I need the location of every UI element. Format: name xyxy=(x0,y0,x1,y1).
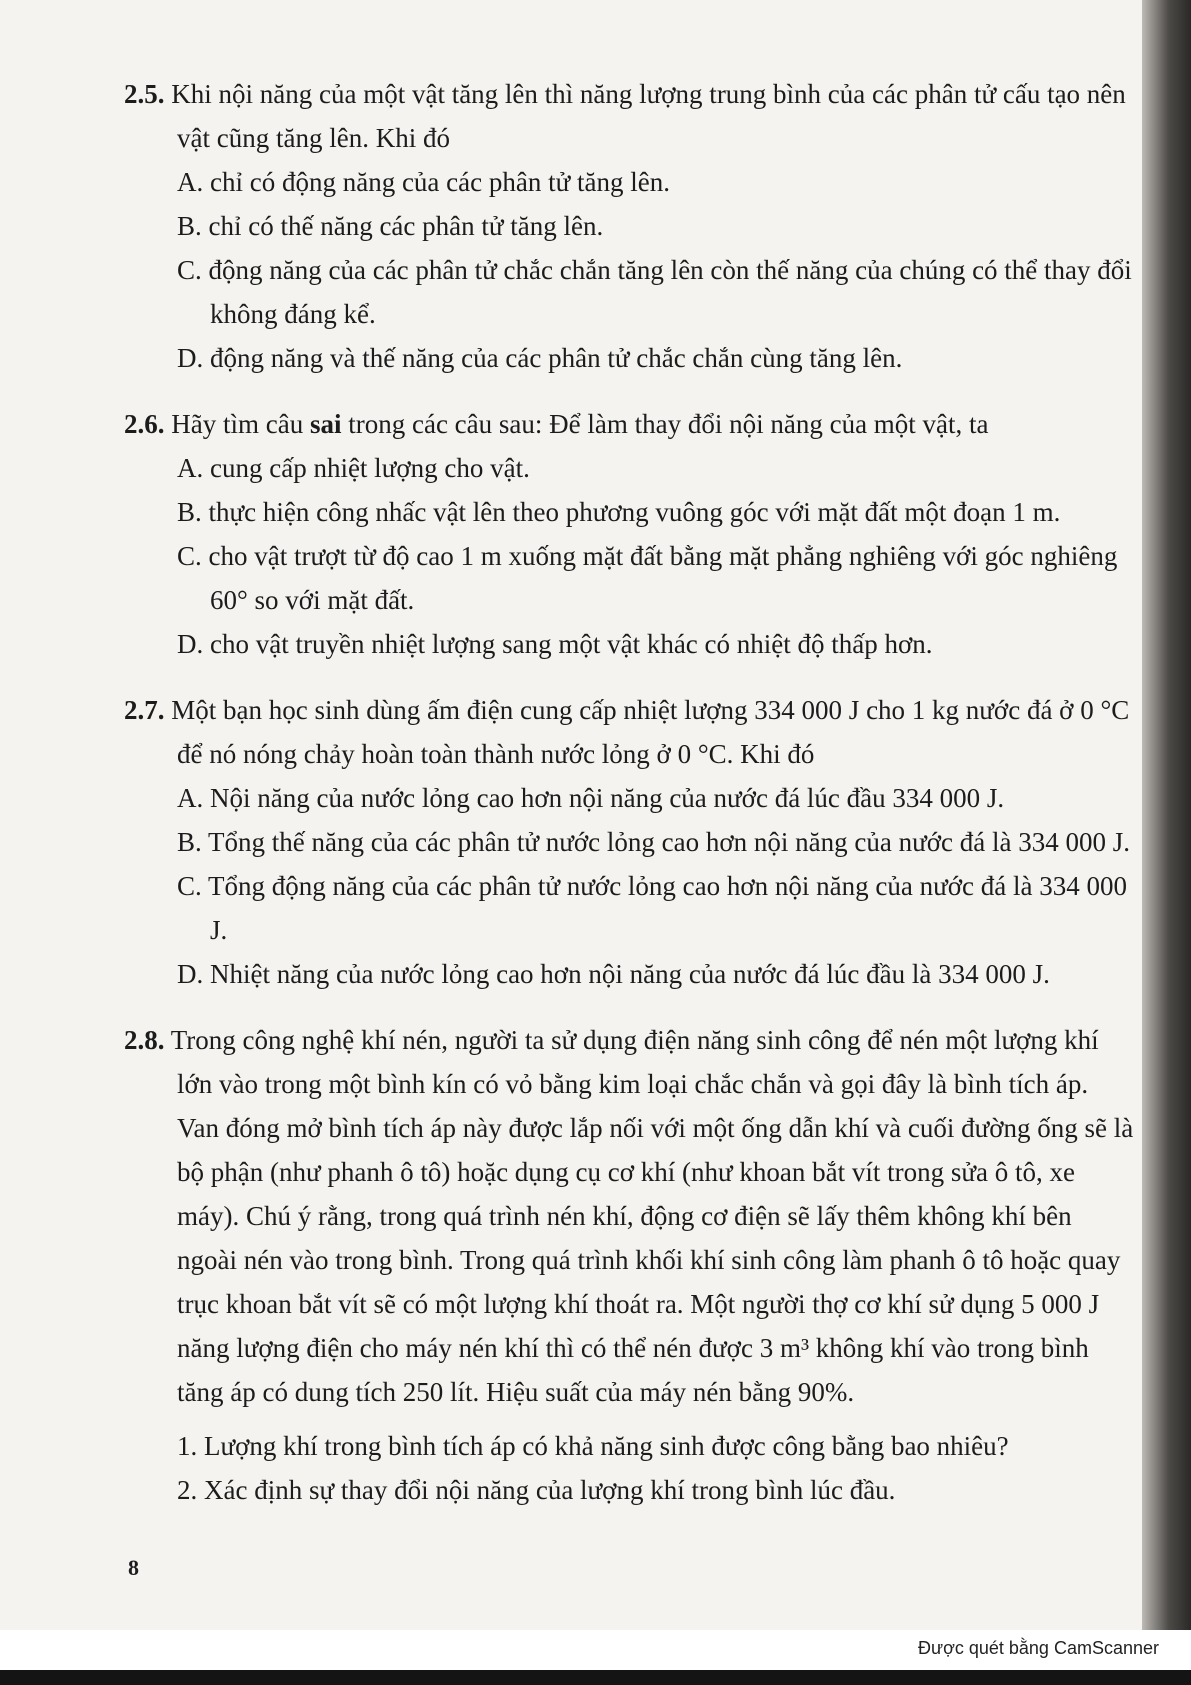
options-list xyxy=(124,446,1136,666)
option-c: C. Tổng động năng của các phân tử nước lỏng cao hơn nội năng của nước đá là 334 000 J. xyxy=(177,871,1127,945)
options-list xyxy=(124,776,1136,996)
question-stem xyxy=(124,402,1136,446)
question-number: 2.5. xyxy=(124,79,165,109)
bottom-edge xyxy=(0,1670,1191,1685)
question-stem xyxy=(124,72,1136,160)
subquestions-list xyxy=(124,1424,1136,1512)
option-b: B. thực hiện công nhấc vật lên theo phương vuông góc với mặt đất một đoạn 1 m. xyxy=(177,497,1061,527)
question-2-6 xyxy=(124,402,1136,666)
option-b: B. chỉ có thế năng các phân tử tăng lên. xyxy=(177,211,604,241)
option-d: D. Nhiệt năng của nước lỏng cao hơn nội năng của nước đá lúc đầu là 334 000 J. xyxy=(177,959,1050,989)
question-2-7 xyxy=(124,688,1136,996)
question-number: 2.8. xyxy=(124,1025,165,1055)
question-text: Trong công nghệ khí nén, người ta sử dụng điện năng sinh công để nén một lượng khí lớn vào trong một bình kín có vỏ bằng kim loại chắc chắn và gọi đây là bình tích áp. Van đóng mở bình tích áp này được lắp nối với một ống dẫn khí và cuối đường ống sẽ là bộ phận (như phanh ô tô) hoặc dụng cụ cơ khí (như khoan bắt vít trong sửa ô tô, xe máy). Chú ý rằng, trong quá trình nén khí, động cơ điện sẽ lấy thêm không khí bên ngoài nén vào trong bình. Trong quá trình khối khí sinh công làm phanh ô tô hoặc quay trục khoan bắt vít sẽ có một lượng khí thoát ra. Một người thợ cơ khí sử dụng 5 000 J năng lượng điện cho máy nén khí thì có thể nén được 3 m³ không khí vào trong bình tăng áp có dung tích 250 lít. Hiệu suất của máy nén bằng 90%. xyxy=(170,1025,1134,1407)
option-c: C. cho vật trượt từ độ cao 1 m xuống mặt đất bằng mặt phẳng nghiêng với góc nghiêng 60° so với mặt đất. xyxy=(177,541,1118,615)
page-content xyxy=(124,72,1136,1534)
question-number: 2.7. xyxy=(124,695,165,725)
question-2-5 xyxy=(124,72,1136,380)
option-d: D. động năng và thế năng của các phân tử chắc chắn cùng tăng lên. xyxy=(177,343,903,373)
option-d: D. cho vật truyền nhiệt lượng sang một vật khác có nhiệt độ thấp hơn. xyxy=(177,629,933,659)
question-text-before: Hãy tìm câu xyxy=(171,409,304,439)
option-a: A. chỉ có động năng của các phân tử tăng lên. xyxy=(177,167,670,197)
question-text-bold: sai xyxy=(309,409,342,439)
question-text-after: trong các câu sau: Để làm thay đổi nội năng của một vật, ta xyxy=(348,409,989,439)
question-stem xyxy=(124,688,1136,776)
question-text: Khi nội năng của một vật tăng lên thì năng lượng trung bình của các phân tử cấu tạo nên vật cũng tăng lên. Khi đó xyxy=(171,79,1126,153)
question-2-8 xyxy=(124,1018,1136,1512)
options-list xyxy=(124,160,1136,380)
book-spine-shadow xyxy=(1142,0,1191,1630)
option-a: A. Nội năng của nước lỏng cao hơn nội năng của nước đá lúc đầu 334 000 J. xyxy=(177,783,1005,813)
option-b: B. Tổng thế năng của các phân tử nước lỏng cao hơn nội năng của nước đá là 334 000 J. xyxy=(177,827,1130,857)
question-stem xyxy=(124,1018,1136,1414)
question-number: 2.6. xyxy=(124,409,165,439)
subquestion-1: 1. Lượng khí trong bình tích áp có khả năng sinh được công bằng bao nhiêu? xyxy=(177,1431,1009,1461)
subquestion-2: 2. Xác định sự thay đổi nội năng của lượng khí trong bình lúc đầu. xyxy=(177,1475,896,1505)
page-number: 8 xyxy=(128,1555,139,1580)
option-c: C. động năng của các phân tử chắc chắn tăng lên còn thế năng của chúng có thể thay đổi không đáng kể. xyxy=(177,255,1132,329)
option-a: A. cung cấp nhiệt lượng cho vật. xyxy=(177,453,530,483)
scanner-watermark: Được quét bằng CamScanner xyxy=(918,1638,1159,1658)
question-text: Một bạn học sinh dùng ấm điện cung cấp nhiệt lượng 334 000 J cho 1 kg nước đá ở 0 °C để nó nóng chảy hoàn toàn thành nước lỏng ở 0 °C. Khi đó xyxy=(171,695,1130,769)
